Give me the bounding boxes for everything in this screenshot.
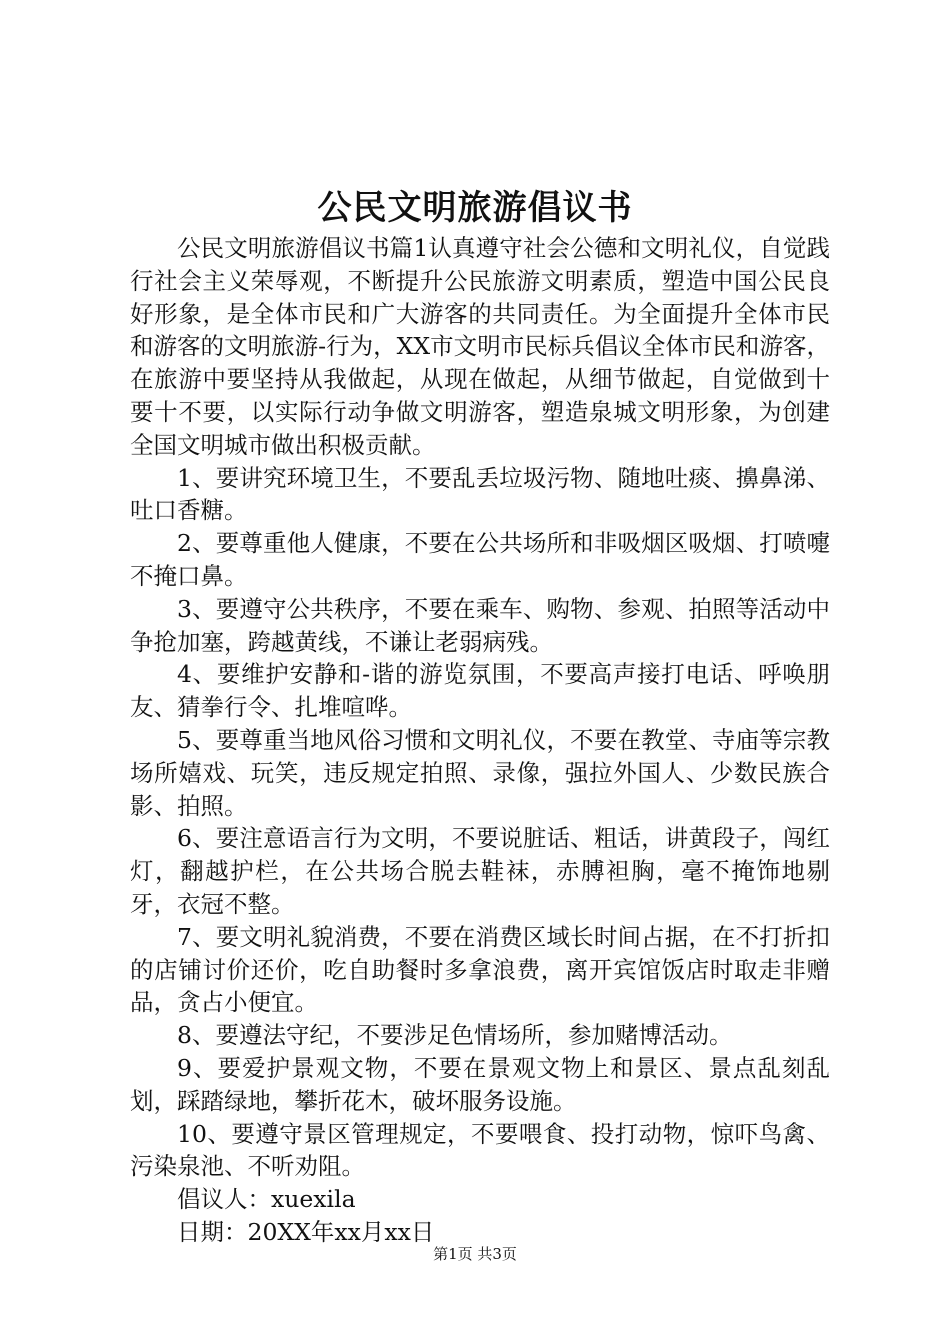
intro-paragraph: 公民文明旅游倡议书篇1认真遵守社会公德和文明礼仪，自觉践行社会主义荣辱观，不断提升公民旅游文明素质，塑造中国公民良好形象，是全体市民和广大游客的共同责任。为全面提升全体市民和游客的文明旅游-行为，XX市文明市民标兵倡议全体市民和游客，在旅游中要坚持从我做起，从现在做起，从细节做起，自觉做到十要十不要，以实际行动争做文明游客，塑造泉城文明形象，为创建全国文明城市做出积极贡献。	[130, 234, 830, 459]
item-1: 1、要讲究环境卫生，不要乱丢垃圾污物、随地吐痰、擤鼻涕、吐口香糖。	[130, 463, 830, 525]
document-title: 公民文明旅游倡议书	[317, 188, 633, 228]
item-9: 9、要爱护景观文物，不要在景观文物上和景区、景点乱刻乱划，踩踏绿地，攀折花木，破坏服务设施。	[130, 1053, 830, 1115]
item-8: 8、要遵法守纪，不要涉足色情场所，参加赌博活动。	[177, 1021, 733, 1050]
page-footer: 第1页 共3页	[433, 1245, 517, 1263]
item-7: 7、要文明礼貌消费，不要在消费区域长时间占据，在不打折扣的店铺讨价还价，吃自助餐时多拿浪费，离开宾馆饭店时取走非赠品，贪占小便宜。	[130, 922, 830, 1017]
item-6: 6、要注意语言行为文明，不要说脏话、粗话，讲黄段子，闯红灯，翻越护栏，在公共场合脱去鞋袜，赤膊袒胸，毫不掩饰地剔牙，衣冠不整。	[130, 824, 830, 918]
item-10: 10、要遵守景区管理规定，不要喂食、投打动物，惊吓鸟禽、污染泉池、不听劝阻。	[130, 1119, 830, 1181]
item-5: 5、要尊重当地风俗习惯和文明礼仪，不要在教堂、寺庙等宗教场所嬉戏、玩笑，违反规定拍照、录像，强拉外国人、少数民族合影、拍照。	[130, 725, 830, 820]
proposer-line: 倡议人：xuexila	[177, 1185, 356, 1214]
item-2: 2、要尊重他人健康，不要在公共场所和非吸烟区吸烟、打喷嚏不掩口鼻。	[130, 529, 830, 590]
item-4: 4、要维护安静和-谐的游览氛围，不要高声接打电话、呼唤朋友、猜拳行令、扎堆喧哗。	[130, 660, 830, 722]
date-line: 日期：20XX年xx月xx日	[177, 1217, 435, 1246]
document-body	[130, 232, 830, 1249]
item-3: 3、要遵守公共秩序，不要在乘车、购物、参观、拍照等活动中争抢加塞，跨越黄线，不谦让老弱病残。	[130, 594, 830, 656]
